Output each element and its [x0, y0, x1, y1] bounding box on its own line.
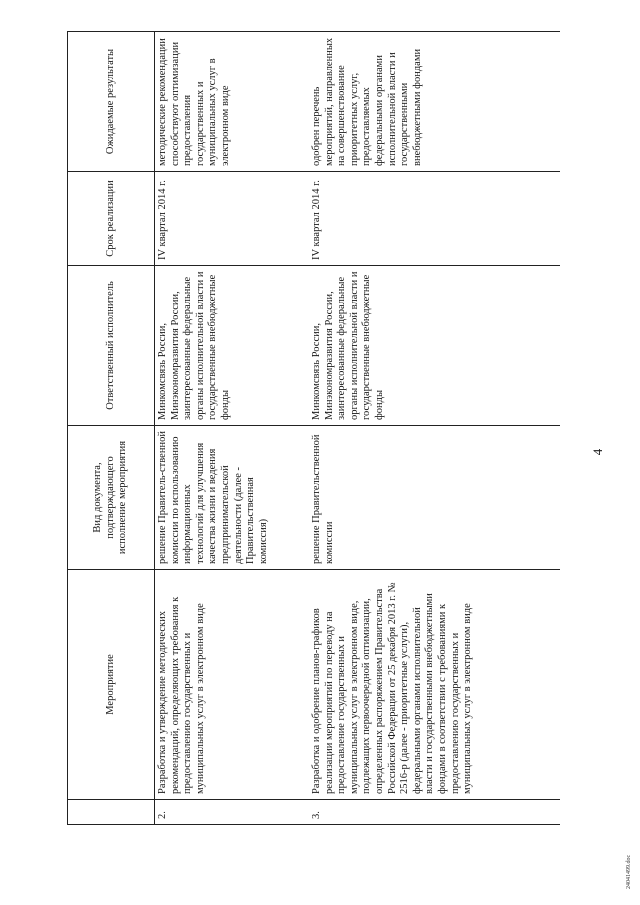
footer-document-code: 24041499.doc	[626, 854, 632, 889]
table-header-row	[68, 32, 155, 825]
page-number: 4	[590, 448, 605, 456]
row-executor: Минкомсвязь России, Минэкономразвития России, заинтересованные федеральные органы исполнительной власти и государственные внебюджетные фонды	[309, 266, 560, 426]
activities-table	[67, 31, 560, 825]
header-results: Ожидаемые результаты	[68, 32, 155, 172]
row-deadline: IV квартал 2014 г.	[309, 172, 560, 266]
row-results: методические рекомендации способствуют оптимизации предоставления государственных и муниципальных услуг в электронном виде	[155, 32, 310, 172]
row-document: решение Правитель-ственной комиссии по использованию информационных технологий для улучшения качества жизни и ведения предпринимательской деятельности (далее - Правительственная комиссия)	[155, 426, 310, 570]
header-document: Вид документа, подтверждающего исполнение мероприятия	[68, 426, 155, 570]
row-executor: Минкомсвязь России, Минэкономразвития России, заинтересованные федеральные органы исполнительной власти и государственные внебюджетные фонды	[155, 266, 310, 426]
row-activity: Разработка и утверждение методических рекомендаций, определяющих требования к предоставлению государственных и муниципальных услуг в электронном виде	[155, 570, 310, 800]
table-row	[155, 32, 310, 825]
header-deadline: Срок реализации	[68, 172, 155, 266]
row-deadline: IV квартал 2014 г.	[155, 172, 310, 266]
row-number: 3.	[309, 800, 560, 825]
row-activity: Разработка и одобрение планов-графиков реализации мероприятий по переводу на предоставление государственных и муниципальных услуг в электронном виде, подлежащих первоочередной оптимизации, определенных распоряжением Правительства Российской Федерации от 25 декабря 2013 г. № 2516-р (далее - приоритетные услуги), федеральными органами исполнительной власти и государственными внебюджетными фондами в соответствии с требованиями к предоставлению государственных и муниципальных услуг в электронном виде	[309, 570, 560, 800]
header-number	[68, 800, 155, 825]
row-results: одобрен перечень мероприятий, направленных на совершенствование приоритетных услуг, предоставляемых федеральными органами исполнительной власти и государственными внебюджетными фондами	[309, 32, 560, 172]
header-activity: Мероприятие	[68, 570, 155, 800]
table-row	[309, 32, 560, 825]
header-executor: Ответственный исполнитель	[68, 266, 155, 426]
row-document: решение Правительственной комиссии	[309, 426, 560, 570]
row-number: 2.	[155, 800, 310, 825]
